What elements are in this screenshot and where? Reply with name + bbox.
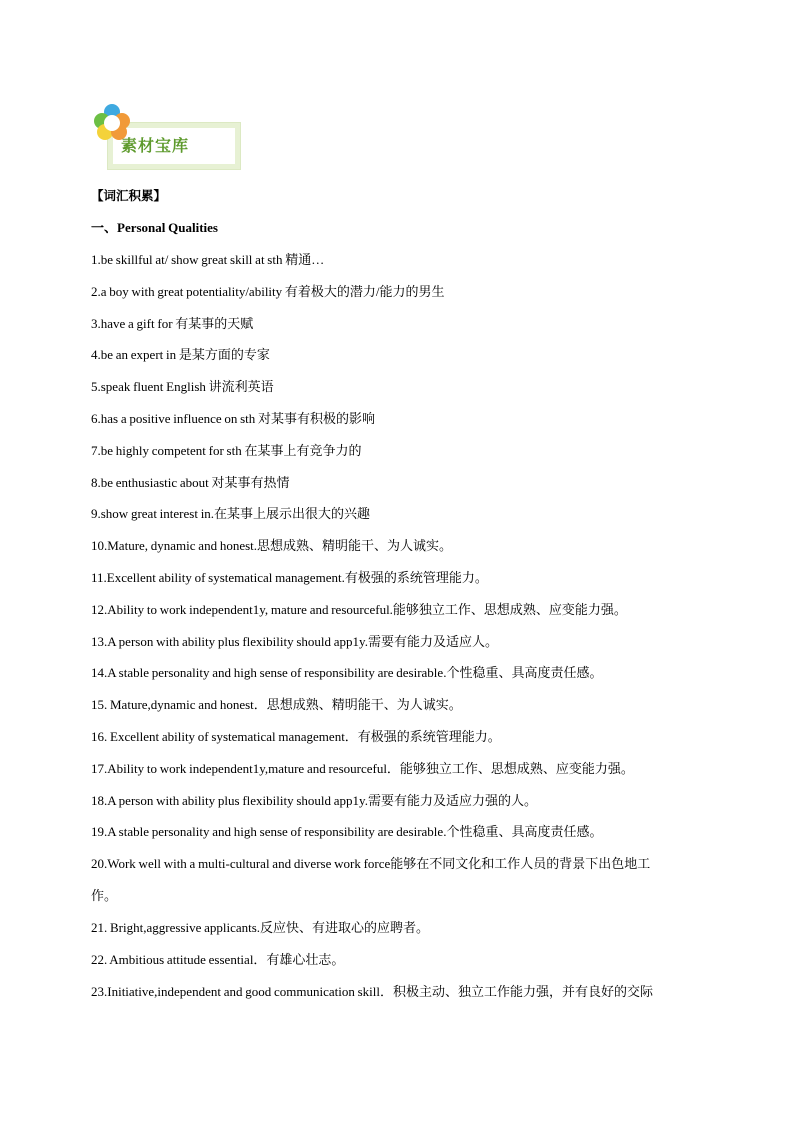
list-item: 12.Ability to work independent1y, mature and resourceful.能够独立工作、思想成熟、应变能力强。 bbox=[91, 602, 627, 617]
list-item-continued: 作。 bbox=[91, 888, 118, 903]
list-item: 22. Ambitious attitude essential．有雄心壮志。 bbox=[91, 952, 345, 967]
list-item: 4.be an expert in 是某方面的专家 bbox=[91, 347, 270, 362]
list-item: 7.be highly competent for sth 在某事上有竞争力的 bbox=[91, 443, 362, 458]
list-item: 21. Bright,aggressive applicants.反应快、有进取心的应聘者。 bbox=[91, 920, 430, 935]
list-item: 1.be skillful at/ show great skill at sth 精通… bbox=[91, 252, 325, 267]
list-item: 8.be enthusiastic about 对某事有热情 bbox=[91, 475, 290, 490]
list-item: 18.A person with ability plus flexibility should app1y.需要有能力及适应力强的人。 bbox=[91, 793, 537, 808]
section-heading: 【词汇积累】 bbox=[91, 188, 167, 203]
section-subheading: 一、Personal Qualities bbox=[91, 220, 218, 235]
list-item: 2.a boy with great potentiality/ability 有着极大的潜力/能力的男生 bbox=[91, 284, 445, 299]
list-item: 20.Work well with a multi-cultural and diverse work force能够在不同文化和工作人员的背景下出色地工 bbox=[91, 856, 651, 871]
banner-title: 素材宝库 bbox=[121, 136, 190, 155]
list-item: 14.A stable personality and high sense of responsibility are desirable.个性稳重、具高度责任感。 bbox=[91, 665, 603, 680]
list-item: 19.A stable personality and high sense of responsibility are desirable.个性稳重、具高度责任感。 bbox=[91, 824, 603, 839]
list-item: 23.Initiative,independent and good communication skill．积极主动、独立工作能力强，并有良好的交际 bbox=[91, 984, 653, 999]
list-item: 15. Mature,dynamic and honest．思想成熟、精明能干、为人诚实。 bbox=[91, 697, 462, 712]
list-item: 3.have a gift for 有某事的天赋 bbox=[91, 316, 254, 331]
list-item: 16. Excellent ability of systematical management．有极强的系统管理能力。 bbox=[91, 729, 501, 744]
list-item: 6.has a positive influence on sth 对某事有积极的影响 bbox=[91, 411, 376, 426]
list-item: 11.Excellent ability of systematical management.有极强的系统管理能力。 bbox=[91, 570, 488, 585]
list-item: 5.speak fluent English 讲流利英语 bbox=[91, 379, 274, 394]
list-item: 10.Mature, dynamic and honest.思想成熟、精明能干、为人诚实。 bbox=[91, 538, 453, 553]
list-item: 9.show great interest in.在某事上展示出很大的兴趣 bbox=[91, 506, 371, 521]
section-banner bbox=[91, 102, 245, 172]
list-item: 13.A person with ability plus flexibility should app1y.需要有能力及适应人。 bbox=[91, 634, 498, 649]
list-item: 17.Ability to work independent1y,mature and resourceful．能够独立工作、思想成熟、应变能力强。 bbox=[91, 761, 634, 776]
